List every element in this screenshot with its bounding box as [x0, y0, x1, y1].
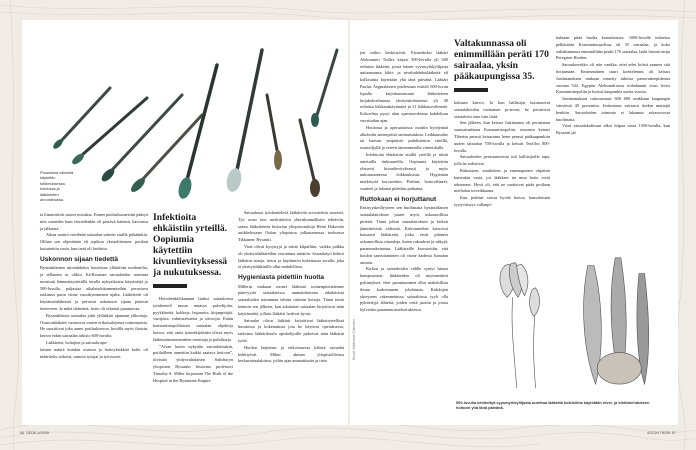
pull-quote-headline: Valtakunnassa oli enimmillään peräti 170 sairaalaa, yksin pääkaupungissa 35.: [454, 38, 549, 82]
paragraph: haluaan pitää huolta kansalaisista. 1000-luvulle tultaessa pelkästään Konstantinopolissa oli 35 sairaalaa, ja koko valtakunnassa enimmillään peräti 170 sairaalaa, laski historioitsija Peregrine Horden.: [556, 35, 670, 61]
paragraph: Hoidossa ja operaatioissa osattiin hyödyntää alkoholin antiseptisiä ominaisuuksia. Leikkausalue tai haavan ympäristö puhdistettiin viinillä, ruusuöljyllä ja veteen laimennetulla viinietikalla.: [360, 124, 448, 151]
paragraph: Sairaalaverkko oli niin vankka, ettei edes kriisit saaneet sitä horjumaan. Ensimmäinen suuri koettelemus oli keisari Justinianuksen mukaan nimetty tuhoisa paiseruttoepidemia vuonna 542. Egyptin Aleksandriassa roihahtanut virus levisi Konstantinopoliin ja kuristi kaupunkia useita vuosia.: [556, 62, 670, 95]
paragraph: Kun potilaat saivat hyvää hoitoa, kansalaisten tyytyväisyys vallanpi-: [454, 195, 550, 207]
photo-caption: Pronssisia välineitä käytettiin tutkimuksessa, hoidossa ja lääkkeiden annostelussa.: [40, 170, 74, 203]
paragraph: Rukousten, amulettien ja ennenaponen ohjattiin kuitenkin vasta, jos lääkkeet tai muu hoito eivät tehonneet. Hyvä oli, että ne saattoivat pitää potilaan mielialan toiveikkaana.: [454, 167, 550, 194]
paragraph: Bysanttilainen sairaalalaitos kuulostaa yllättävän modernilta, ja sellainen se olikin. Itä-Rooman sairaaloiden toiminta muistutti hämmästyttävällä tavalla nykyaikaisia käytäntöjä jo 500-luvulla, paljastaa aikalaisdokumentteihin perustuva tutkimus parin viime vuosikymmenen ajalta. Lääketiede oli käytännönläheistä ja perustui uskonnon sijaan pääosin tieteeseen. Ja mikä tärkeintä, hoito oli oikeasti parantavaa.: [40, 265, 148, 312]
divider-bar: [153, 284, 187, 288]
page-number-left: 56 TIEDE 4/2026: [20, 431, 50, 435]
paragraph: Kirkon ja sairaaloiden välille syntyi hatara kompromissi: lääkäreiden oli myönnettävä pyhimykset, ettei parantuminen ollut mahdollista ilman korkeimman johdatusta. Kirkkojen yhteyteen rakennetuissa sairaaloissa tyyli olla pyhitettyjä lähteitä, joiden vettä juotiin ja joissa kylvettiin parantamistarkoituksessa.: [360, 266, 448, 313]
paragraph: laisten määrä kutakin osastoa ja hoitoyksikköä kohti oli määritelty tarkasti, samoin työajat ja työvuorot.: [40, 346, 148, 359]
paragraph: Infektioita ehkäistiin sisällä yrteillä ja niistä uutetuilla tinktuureilla. Oopiumia käytettiin yleisesti kivunlievityksessä ja myös nukutusaineena leikkauksissa. Hygienian merkitystä korostettiin. Potilaat, hoitovälineet, vaatteet ja lakanat pidettiin puhtaina.: [360, 151, 448, 191]
paragraph: Sairaaloiden perustamisesta tuli hallitsijoille tapa, jolla he todistivat: [454, 154, 550, 167]
paragraph: Justinianuksen ruttosurmasi 600 000 asukkaan kaupungin väestöstä 40 prosenttia. Justinianus sairastui itsekin muttajäi henkiin. Sairaaloiden toiminta ei lakannut sekasorrosta huolimatta.: [556, 96, 670, 122]
paragraph: Bysanttilaista sairaalaa johti ylilääkäri apunaan ylihoitaja. Osastonlääkärit vastasivat omien erikoisalojensa toiminnoista. He suorittivat joka aamu potilaskierron, kesällä myös iltaisin, kertoo erään sairaalan arkisto 600-luvulta.: [40, 312, 148, 339]
paragraph: ”Aivan kuten nykyään sairaaloissakin, potilailleen annettiin kaikki saatava hoitoon”, tiivistää yhdysvaltalaisen Salisburyn yliopiston Bysantin historian professori Timothy S. Miller kirjassaan The Birth of the Hospital in the Byzantine Empire.: [153, 343, 233, 383]
article-column-1: [40, 212, 148, 360]
paragraph: Sairaalassa työskentelevä lääkäreitä arvostettiin suuresti. Työ avasi tien merkittäviin yhteiskunnallisiin tehtäviin, sanoo lääketieteen historian yliopistotutkija Heini Hakosalo artikkelissaan Oulun yliopiston julkaisemassa teoksessa Tikkanen: Bysantti.: [238, 210, 344, 243]
article-column-6: [556, 35, 670, 137]
paragraph: Hoidon laajeinen ja erikoistuessa kälistä sairaalat kehittyivät. Mihin ahman yliopistollisissa keskusairaalaloissa, joihin ajan ammattitaito ja tieto: [238, 344, 344, 364]
paragraph: Virat olivat kysyttyjä ja niistä kilpailtiin, vaikka palkka oli yksityislääkäreihin verrattuna mitätön. Sairaalatyö kehitti lääkärin taitoja, tietoa ja käytännön kokemusta tavalla, joka ei yksityislääkärille ollut mahdollista.: [238, 243, 344, 270]
paragraph: Sen jälkeen, kun keisari Justinianus oli perustanut suursairaalansa Konstantinopoliin, seuraava keisari Tiberius perusti keisarinna Irene perusti pääkaupunkiin uuden sairaalan 700-luvulla ja keisari Teofilos 800-luvulla.: [454, 120, 550, 153]
divider-bar: [454, 88, 488, 92]
paragraph: ta liimmittivät suuret avotakat. Ennen potilashuoneisiin pääsyä niin sairaiden kuin vieraidenkin oli pestävä kätensä, kasvonsa ja jalkansa.: [40, 212, 148, 231]
subheading: Uskonnon sijaan tiedettä: [40, 255, 119, 263]
paragraph: kohtaan kasvoi. Ja kun hallitsijat huomasivat sairaalahoidon tuottaman pr-arvon, he perustivat sairaaloita aina vain lisää.: [454, 100, 550, 119]
paragraph: Ensisyyskeillyyteen sen huolimatta bysanttilaisen sairaalalaitoksen juuret myös uskonnollisia pirteitä. Tämä johtui sairaalaitoksen ja kirkon jännitteisistä välisistä. Kirkonmiehet katsoivat karsaasti lääkäreitä, jotka eivät pitäneet uskonnollisia rituaaleja, kuten rukouksia ja näkyjä, parannuskeinoina. Lääkäreille korostettiin, että hoidon saavuttaminen oli viime kädessä Jumalan ansiota.: [360, 205, 448, 265]
article-column-4: [360, 50, 448, 314]
article-column-2: [153, 212, 233, 384]
paragraph: Lääkärien, hoitajien ja sairaala-apu-: [46, 340, 108, 346]
illustration-caption: 500-luvulla kehitettyä syysmyrkkyliljasta uutettua lääkettä kolkisiinia käytetään nivel- ja kihtitulehduksen hoitoon yhä tänä päivänä.: [456, 400, 650, 411]
paragraph: Sairaalat olivat lääkärit kirjoittivat lääketieteellistä havaintoa ja kokemuksia jota he käytivat opetuksessa, tarkoitus lääkärikoulu opiskelijoille jatkoivat näin lääkärin työtä.: [238, 317, 344, 344]
left-page: [22, 20, 348, 425]
paragraph: Aikaa saattoi vierähtää sairaalan seinien sisällä pitkäänkin. Olihan sen ohjesääntö eli typikon yksiselitteinen: potilaat kotiutettiin vasta, kun tauti oli hoidettu.: [40, 232, 148, 251]
page-number-right: 4/2026 TIEDE 57: [646, 431, 676, 435]
paragraph: jen vaihto keskittyivät. Esimerkiksi lääkäri Aleksanteri Tralles kirjasi 500-luvulla yli 600 erilaista lääkettä, joista hänen syysmyrkkyliljasta uuttamaansa kihti- ja niveltulehduslääkettä eli kolkisiinia käytetään yhä tänä päivänä. Lääkäri Paulus Aeginalainen puolestaan esitteli 600-luvun lopulla kirjoittamassaan lääketieteen kirjakokoelmassa yksityiskohtaisesti yli 40 erilaista leikkauskäytäntöä ja 11 leikkausvälinettä. Kokoelma pysyi alan opetusteoksena kahdeksan vuosisadan ajan.: [360, 50, 448, 123]
article-column-5: [454, 38, 550, 209]
right-page: [350, 20, 678, 425]
photo-credit: Kuvat: Wellcome Collection: [352, 318, 356, 360]
article-column-3: [238, 210, 344, 365]
paragraph: Vireä sairaalakulttuuri alkoi hiipua vasta 1300-luvulla, kun Bysantti jäi: [556, 123, 670, 136]
paragraph: Hoitohenkilökunnan lisäksi sairaaloissa työskenteli muun muassa palvelijoita, pyykkäreitä, kokkeja, leipureita, kirjanpitäjiä, vartijoita, valmistelureita ja siivoojia. Erään konstantinopolilaisen sairaalan ohjekirja kertoo, että omia työntekijöitään olivat myös lääkintäinstrumenttien teroittaja ja puhdistaja.: [153, 296, 233, 342]
paragraph: Millerin mukaan monet lääkintä toimenpiteistämme pätevyyttä sairaalaoissa ammattilaisena aikalaisista sairaaloiden toiminnan tehtiin rutiinin hoitoja. Tämä toimi keinoin sen jälkeen, kun aikalaiset sairaalan kirjoittivat näin käyttämättä, jolloin lääkärit hoitivat hyvin.: [238, 283, 344, 316]
pull-quote-headline: Infektioita ehkäistiin yrteillä. Oopiumia käytettiin kivunlievityksessä ja nukutuksessa.: [153, 212, 228, 278]
subheading: Ruttokaan ei horjuttanut: [360, 195, 437, 203]
subheading: Hygieniasta pidettiin huolta: [238, 274, 325, 282]
colchicum-plant-illustration: [456, 242, 672, 392]
